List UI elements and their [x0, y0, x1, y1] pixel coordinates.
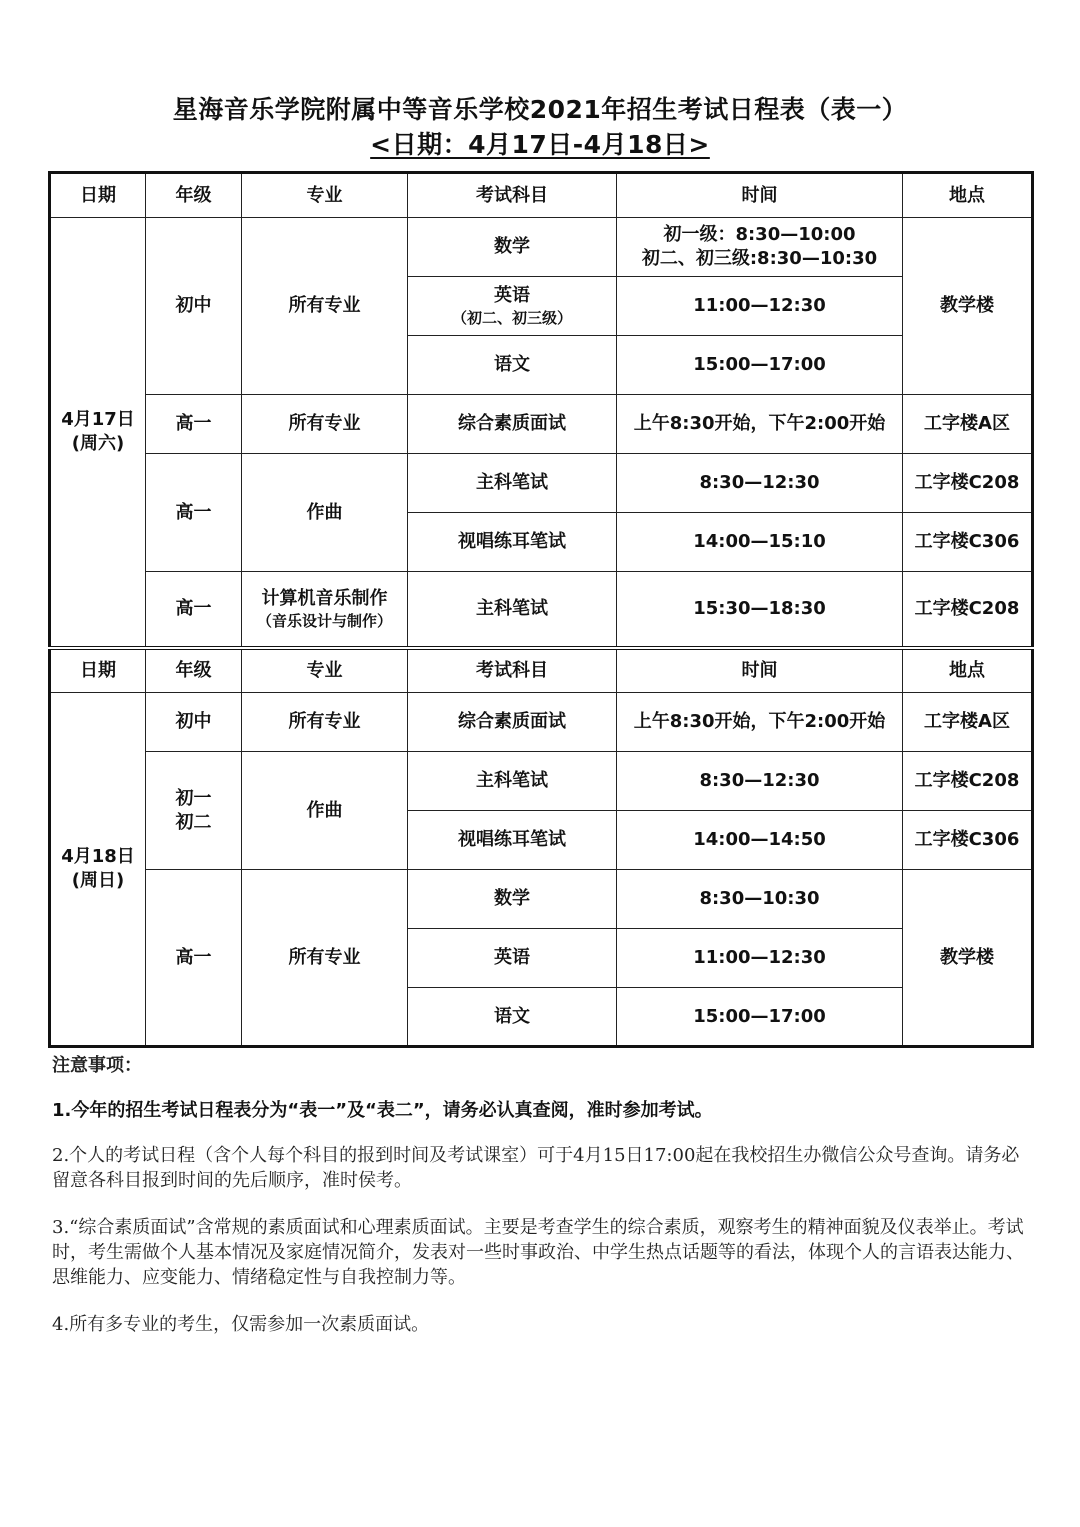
- time-cell: 8:30—12:30: [617, 454, 903, 513]
- location-cell: 教学楼: [903, 218, 1033, 395]
- location-cell: 工字楼C208: [903, 752, 1033, 811]
- header-location: 地点: [903, 173, 1033, 218]
- location-cell: 工字楼C306: [903, 811, 1033, 870]
- subject-cell: 主科笔试: [408, 572, 617, 648]
- table-row: [50, 218, 1033, 277]
- location-cell: 工字楼C208: [903, 572, 1033, 648]
- note-item: 4.所有多专业的考生，仅需参加一次素质面试。: [52, 1314, 430, 1335]
- grade-text: 初一: [175, 787, 212, 809]
- date-cell: [50, 218, 146, 648]
- table-row: [50, 454, 1033, 513]
- table-header-row: [50, 173, 1033, 218]
- time-cell: 上午8:30开始，下午2:00开始: [617, 395, 903, 454]
- location-cell: 工字楼C208: [903, 454, 1033, 513]
- subject-cell: 主科笔试: [408, 752, 617, 811]
- time-line: 初二、初三级:8:30—10:30: [641, 248, 878, 269]
- grade-cell: 初中: [146, 693, 242, 752]
- time-cell: 8:30—10:30: [617, 870, 903, 929]
- major-cell: 所有专业: [242, 870, 408, 1047]
- subject-cell: [408, 277, 617, 336]
- table-row: [50, 752, 1033, 811]
- major-cell: [242, 572, 408, 648]
- date-text: 4月18日: [61, 846, 135, 867]
- grade-cell: [146, 752, 242, 870]
- subject-cell: 语文: [408, 988, 617, 1047]
- notes-heading: 注意事项：: [52, 1055, 142, 1076]
- grade-cell: 初中: [146, 218, 242, 395]
- location-cell: 工字楼A区: [903, 395, 1033, 454]
- major-cell: 作曲: [242, 752, 408, 870]
- table-row: [50, 870, 1033, 929]
- header-date: 日期: [50, 648, 146, 693]
- header-grade: 年级: [146, 648, 242, 693]
- schedule-title: 星海音乐学院附属中等音乐学校2021年招生考试日程表（表一）: [172, 95, 908, 124]
- location-cell: 教学楼: [903, 870, 1033, 1047]
- subject-cell: 英语: [408, 929, 617, 988]
- note-item: 3.“综合素质面试”含常规的素质面试和心理素质面试。主要是考查学生的综合素质，观察考生的精神面貌及仪表举止。考试时，考生需做个人基本情况及家庭情况简介，发表对一些时事政治、中学生热点话题等的看法，体现个人的言语表达能力、思维能力、应变能力、情绪稳定性与自我控制力等。: [52, 1217, 1024, 1288]
- notes-section: [52, 1053, 1027, 1359]
- subject-note: （初二、初三级）: [451, 309, 572, 327]
- table-row: [50, 395, 1033, 454]
- exam-schedule-table: [48, 171, 1034, 1048]
- grade-cell: 高一: [146, 454, 242, 572]
- date-text: 4月17日: [61, 408, 135, 430]
- note-item: 2.个人的考试日程（含个人每个科目的报到时间及考试课室）可于4月15日17:00起在我校招生办微信公众号查询。请务必留意各科目报到时间的先后顺序，准时侯考。: [52, 1145, 1020, 1191]
- subject-cell: 视唱练耳笔试: [408, 811, 617, 870]
- subject-cell: 综合素质面试: [408, 693, 617, 752]
- time-cell: 15:00—17:00: [617, 988, 903, 1047]
- time-cell: 11:00—12:30: [617, 277, 903, 336]
- header-subject: 考试科目: [408, 173, 617, 218]
- major-cell: 作曲: [242, 454, 408, 572]
- header-time: 时间: [617, 173, 903, 218]
- major-text: 计算机音乐制作: [261, 587, 388, 609]
- location-cell: 工字楼A区: [903, 693, 1033, 752]
- subject-cell: 数学: [408, 870, 617, 929]
- subject-cell: 语文: [408, 336, 617, 395]
- subject-cell: 数学: [408, 218, 617, 277]
- time-cell: 14:00—14:50: [617, 811, 903, 870]
- schedule-date-range: <日期：4月17日-4月18日>: [370, 130, 710, 159]
- date-cell: [50, 693, 146, 1047]
- weekday-text: (周日): [71, 870, 125, 891]
- location-cell: 工字楼C306: [903, 513, 1033, 572]
- header-time: 时间: [617, 648, 903, 693]
- time-cell: 15:30—18:30: [617, 572, 903, 648]
- grade-cell: 高一: [146, 870, 242, 1047]
- time-line: 初一级：8:30—10:00: [663, 224, 856, 245]
- table-row: [50, 693, 1033, 752]
- time-cell: 8:30—12:30: [617, 752, 903, 811]
- subject-cell: 主科笔试: [408, 454, 617, 513]
- time-cell: 上午8:30开始，下午2:00开始: [617, 693, 903, 752]
- header-location: 地点: [903, 648, 1033, 693]
- major-cell: 所有专业: [242, 693, 408, 752]
- time-cell: 15:00—17:00: [617, 336, 903, 395]
- header-date: 日期: [50, 173, 146, 218]
- table-header-row: [50, 648, 1033, 693]
- weekday-text: (周六): [71, 432, 125, 454]
- subject-text: 英语: [494, 285, 530, 306]
- note-item: 1.今年的招生考试日程表分为“表一”及“表二”，请务必认真查阅，准时参加考试。: [52, 1100, 713, 1121]
- grade-cell: 高一: [146, 572, 242, 648]
- time-cell: 11:00—12:30: [617, 929, 903, 988]
- header-grade: 年级: [146, 173, 242, 218]
- major-note: （音乐设计与制作）: [256, 611, 392, 630]
- major-cell: 所有专业: [242, 395, 408, 454]
- grade-text: 初二: [175, 811, 212, 833]
- major-cell: 所有专业: [242, 218, 408, 395]
- header-major: 专业: [242, 173, 408, 218]
- header-subject: 考试科目: [408, 648, 617, 693]
- header-major: 专业: [242, 648, 408, 693]
- time-cell: 14:00—15:10: [617, 513, 903, 572]
- time-cell: [617, 218, 903, 277]
- grade-cell: 高一: [146, 395, 242, 454]
- subject-cell: 综合素质面试: [408, 395, 617, 454]
- table-row: [50, 572, 1033, 648]
- subject-cell: 视唱练耳笔试: [408, 513, 617, 572]
